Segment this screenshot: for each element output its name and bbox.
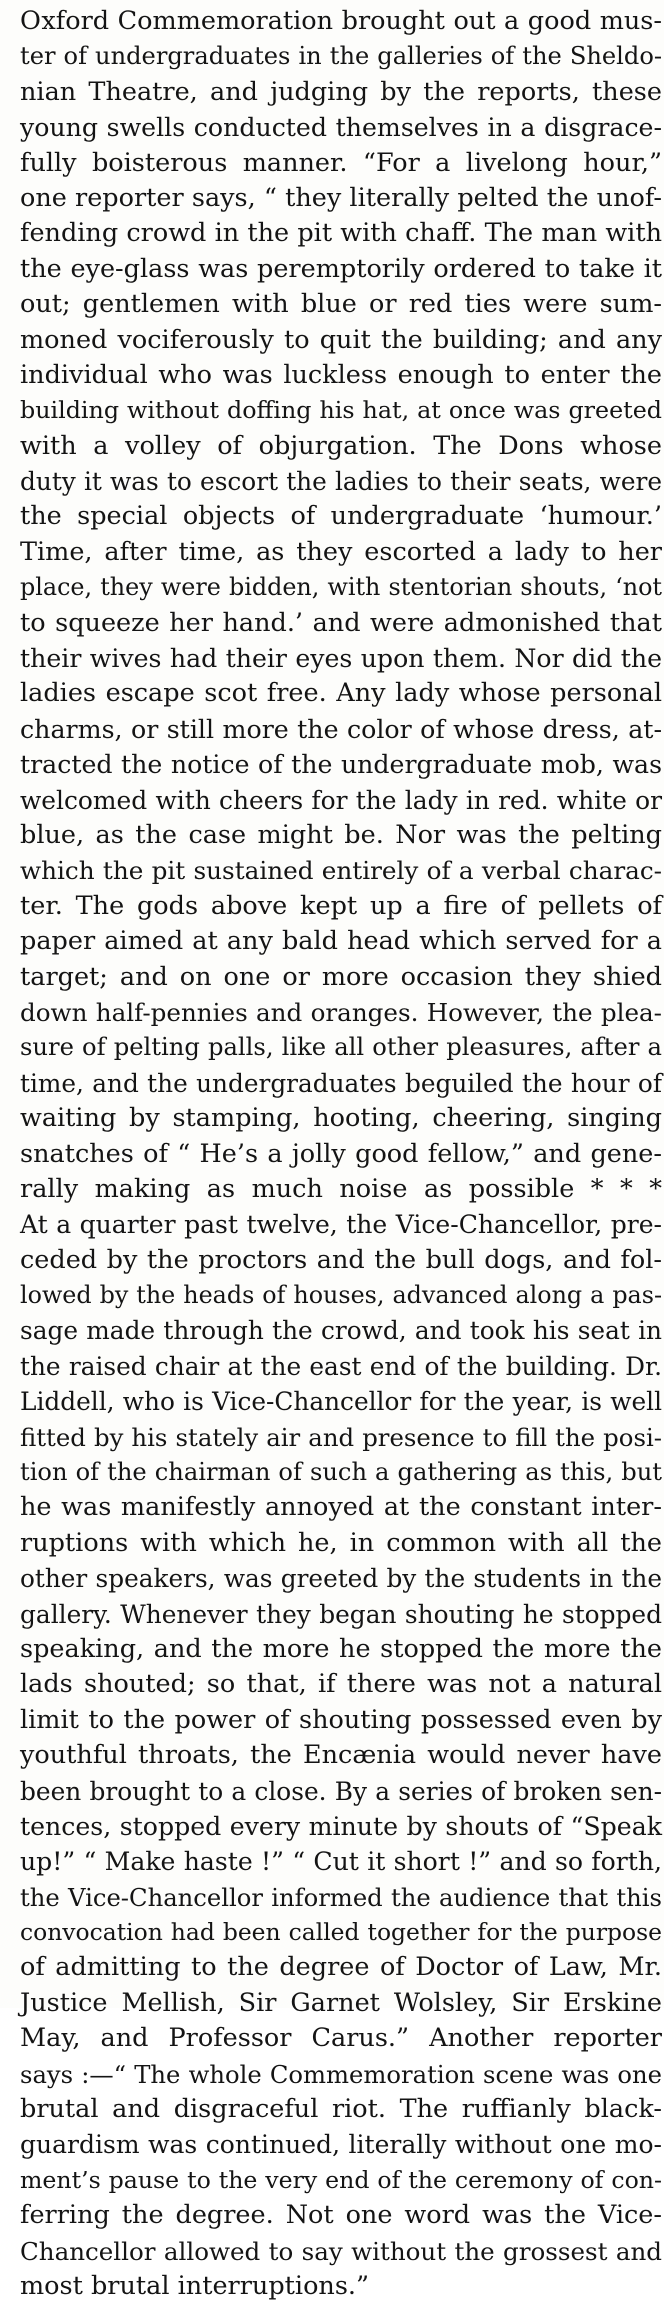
article-line: guardism was continued, literally without one mo- xyxy=(20,2130,662,2160)
article-column xyxy=(20,4,662,2304)
article-line: most brutal interruptions.” xyxy=(20,2271,370,2301)
article-line: he was manifestly annoyed at the constant inter- xyxy=(20,1492,662,1523)
article-line: ter. The gods above kept up a fire of pellets of xyxy=(20,890,662,921)
article-line: May, and Professor Carus.” Another reporter xyxy=(20,2023,662,2054)
article-line: ment’s pause to the very end of the ceremony of con- xyxy=(20,2165,662,2194)
article-line: snatches of “ He’s a jolly good fellow,” and gene- xyxy=(20,1138,662,1169)
article-line: young swells conducted themselves in a disgrace- xyxy=(20,113,662,143)
article-line: down half-pennies and oranges. However, the plea- xyxy=(20,997,662,1027)
article-line: tences, stopped every minute by shouts of “Speak xyxy=(20,1811,662,1841)
article-line: Oxford Commemoration brought out a good mus- xyxy=(20,6,662,36)
article-line: sage made through the crowd, and took his seat in xyxy=(20,1316,662,1346)
article-line: the special objects of undergraduate ‘humour.’ xyxy=(20,501,662,532)
article-line: ruptions with which he, in common with all the xyxy=(20,1527,662,1558)
article-line: fending crowd in the pit with chaff. The man with xyxy=(20,218,662,249)
article-line: fitted by his stately air and presence to fill the posi- xyxy=(20,1422,662,1452)
article-line: blue, as the case might be. Nor was the pelting xyxy=(20,819,662,850)
article-line: Chancellor allowed to say without the grossest and xyxy=(20,2236,662,2266)
article-line: target; and on one or more occasion they shied xyxy=(20,961,662,992)
article-line: the raised chair at the east end of the building. Dr. xyxy=(20,1351,662,1381)
article-line: duty it was to escort the ladies to their seats, were xyxy=(20,467,662,497)
article-line: ceded by the proctors and the bull dogs, and fol- xyxy=(20,1244,662,1275)
article-line: speaking, and the more he stopped the more the xyxy=(20,1633,662,1664)
article-line: lads shouted; so that, if there was not a natural xyxy=(20,1669,662,1700)
article-line: the Vice-Chancellor informed the audience that this xyxy=(20,1882,662,1912)
article-line: paper aimed at any bald head which served for a xyxy=(20,926,662,957)
article-line: place, they were bidden, with stentorian shouts, ‘not xyxy=(20,573,662,602)
article-line: building without doffing his hat, at once was greeted xyxy=(20,396,662,425)
article-line: fully boisterous manner. “For a livelong hour,” xyxy=(20,147,662,178)
article-line: other speakers, was greeted by the students in the xyxy=(20,1564,662,1594)
article-line: ferring the degree. Not one word was the Vice- xyxy=(20,2200,662,2231)
article-line: rally making as much noise as possible * * * xyxy=(20,1173,662,1204)
article-line: which the pit sustained entirely of a verbal charac- xyxy=(20,856,662,886)
article-line: out; gentlemen with blue or red ties were sum- xyxy=(20,289,662,320)
article-line: been brought to a close. By a series of broken sen- xyxy=(20,1776,662,1806)
article-line: At a quarter past twelve, the Vice-Chancellor, pre- xyxy=(20,1210,662,1240)
article-line: waiting by stamping, hooting, cheering, singing xyxy=(20,1103,662,1134)
article-line: youthful throats, the Encænia would never have xyxy=(20,1740,662,1771)
article-line: up!” “ Make haste !” “ Cut it short !” and so forth, xyxy=(20,1847,662,1877)
article-line: tracted the notice of the undergraduate mob, was xyxy=(20,750,662,780)
article-line: to squeeze her hand.’ and were admonished that xyxy=(20,607,662,638)
article-line: charms, or still more the color of whose dress, at- xyxy=(20,714,662,744)
article-line: nian Theatre, and judging by the reports, these xyxy=(20,76,662,107)
article-line: the eye-glass was peremptorily ordered to take it xyxy=(20,253,662,284)
article-line: of admitting to the degree of Doctor of Law, Mr. xyxy=(20,1952,662,1983)
article-line: ter of undergraduates in the galleries of the Sheldo- xyxy=(20,42,662,71)
article-line: individual who was luckless enough to enter the xyxy=(20,359,662,390)
article-line: tion of the chairman of such a gathering as this, but xyxy=(20,1458,662,1487)
article-line: welcomed with cheers for the lady in red. white or xyxy=(20,785,662,815)
article-line: says :—“ The whole Commemoration scene was one xyxy=(20,2059,662,2089)
article-line: limit to the power of shouting possessed even by xyxy=(20,1704,662,1735)
article-line: one reporter says, “ they literally pelted the unof- xyxy=(20,182,662,213)
article-line: time, and the undergraduates beguiled the hour of xyxy=(20,1068,662,1098)
article-line: convocation had been called together for the purpose xyxy=(20,1918,662,1947)
article-line: brutal and disgraceful riot. The ruffianly black- xyxy=(20,2094,662,2125)
article-line: lowed by the heads of houses, advanced along a pas- xyxy=(20,1281,662,1310)
article-line: with a volley of objurgation. The Dons whose xyxy=(20,430,662,461)
article-line: gallery. Whenever they began shouting he stopped xyxy=(20,1599,662,1629)
article-line: Liddell, who is Vice-Chancellor for the year, is well xyxy=(20,1387,662,1417)
article-line: ladies escape scot free. Any lady whose personal xyxy=(20,678,662,709)
article-line: Time, after time, as they escorted a lady to her xyxy=(20,536,662,567)
article-line: Justice Mellish, Sir Garnet Wolsley, Sir Erskine xyxy=(20,1987,662,2018)
article-line: their wives had their eyes upon them. Nor did the xyxy=(20,644,662,674)
article-line: moned vociferously to quit the building; and any xyxy=(20,324,662,355)
article-line: sure of pelting palls, like all other pleasures, after a xyxy=(20,1033,662,1062)
